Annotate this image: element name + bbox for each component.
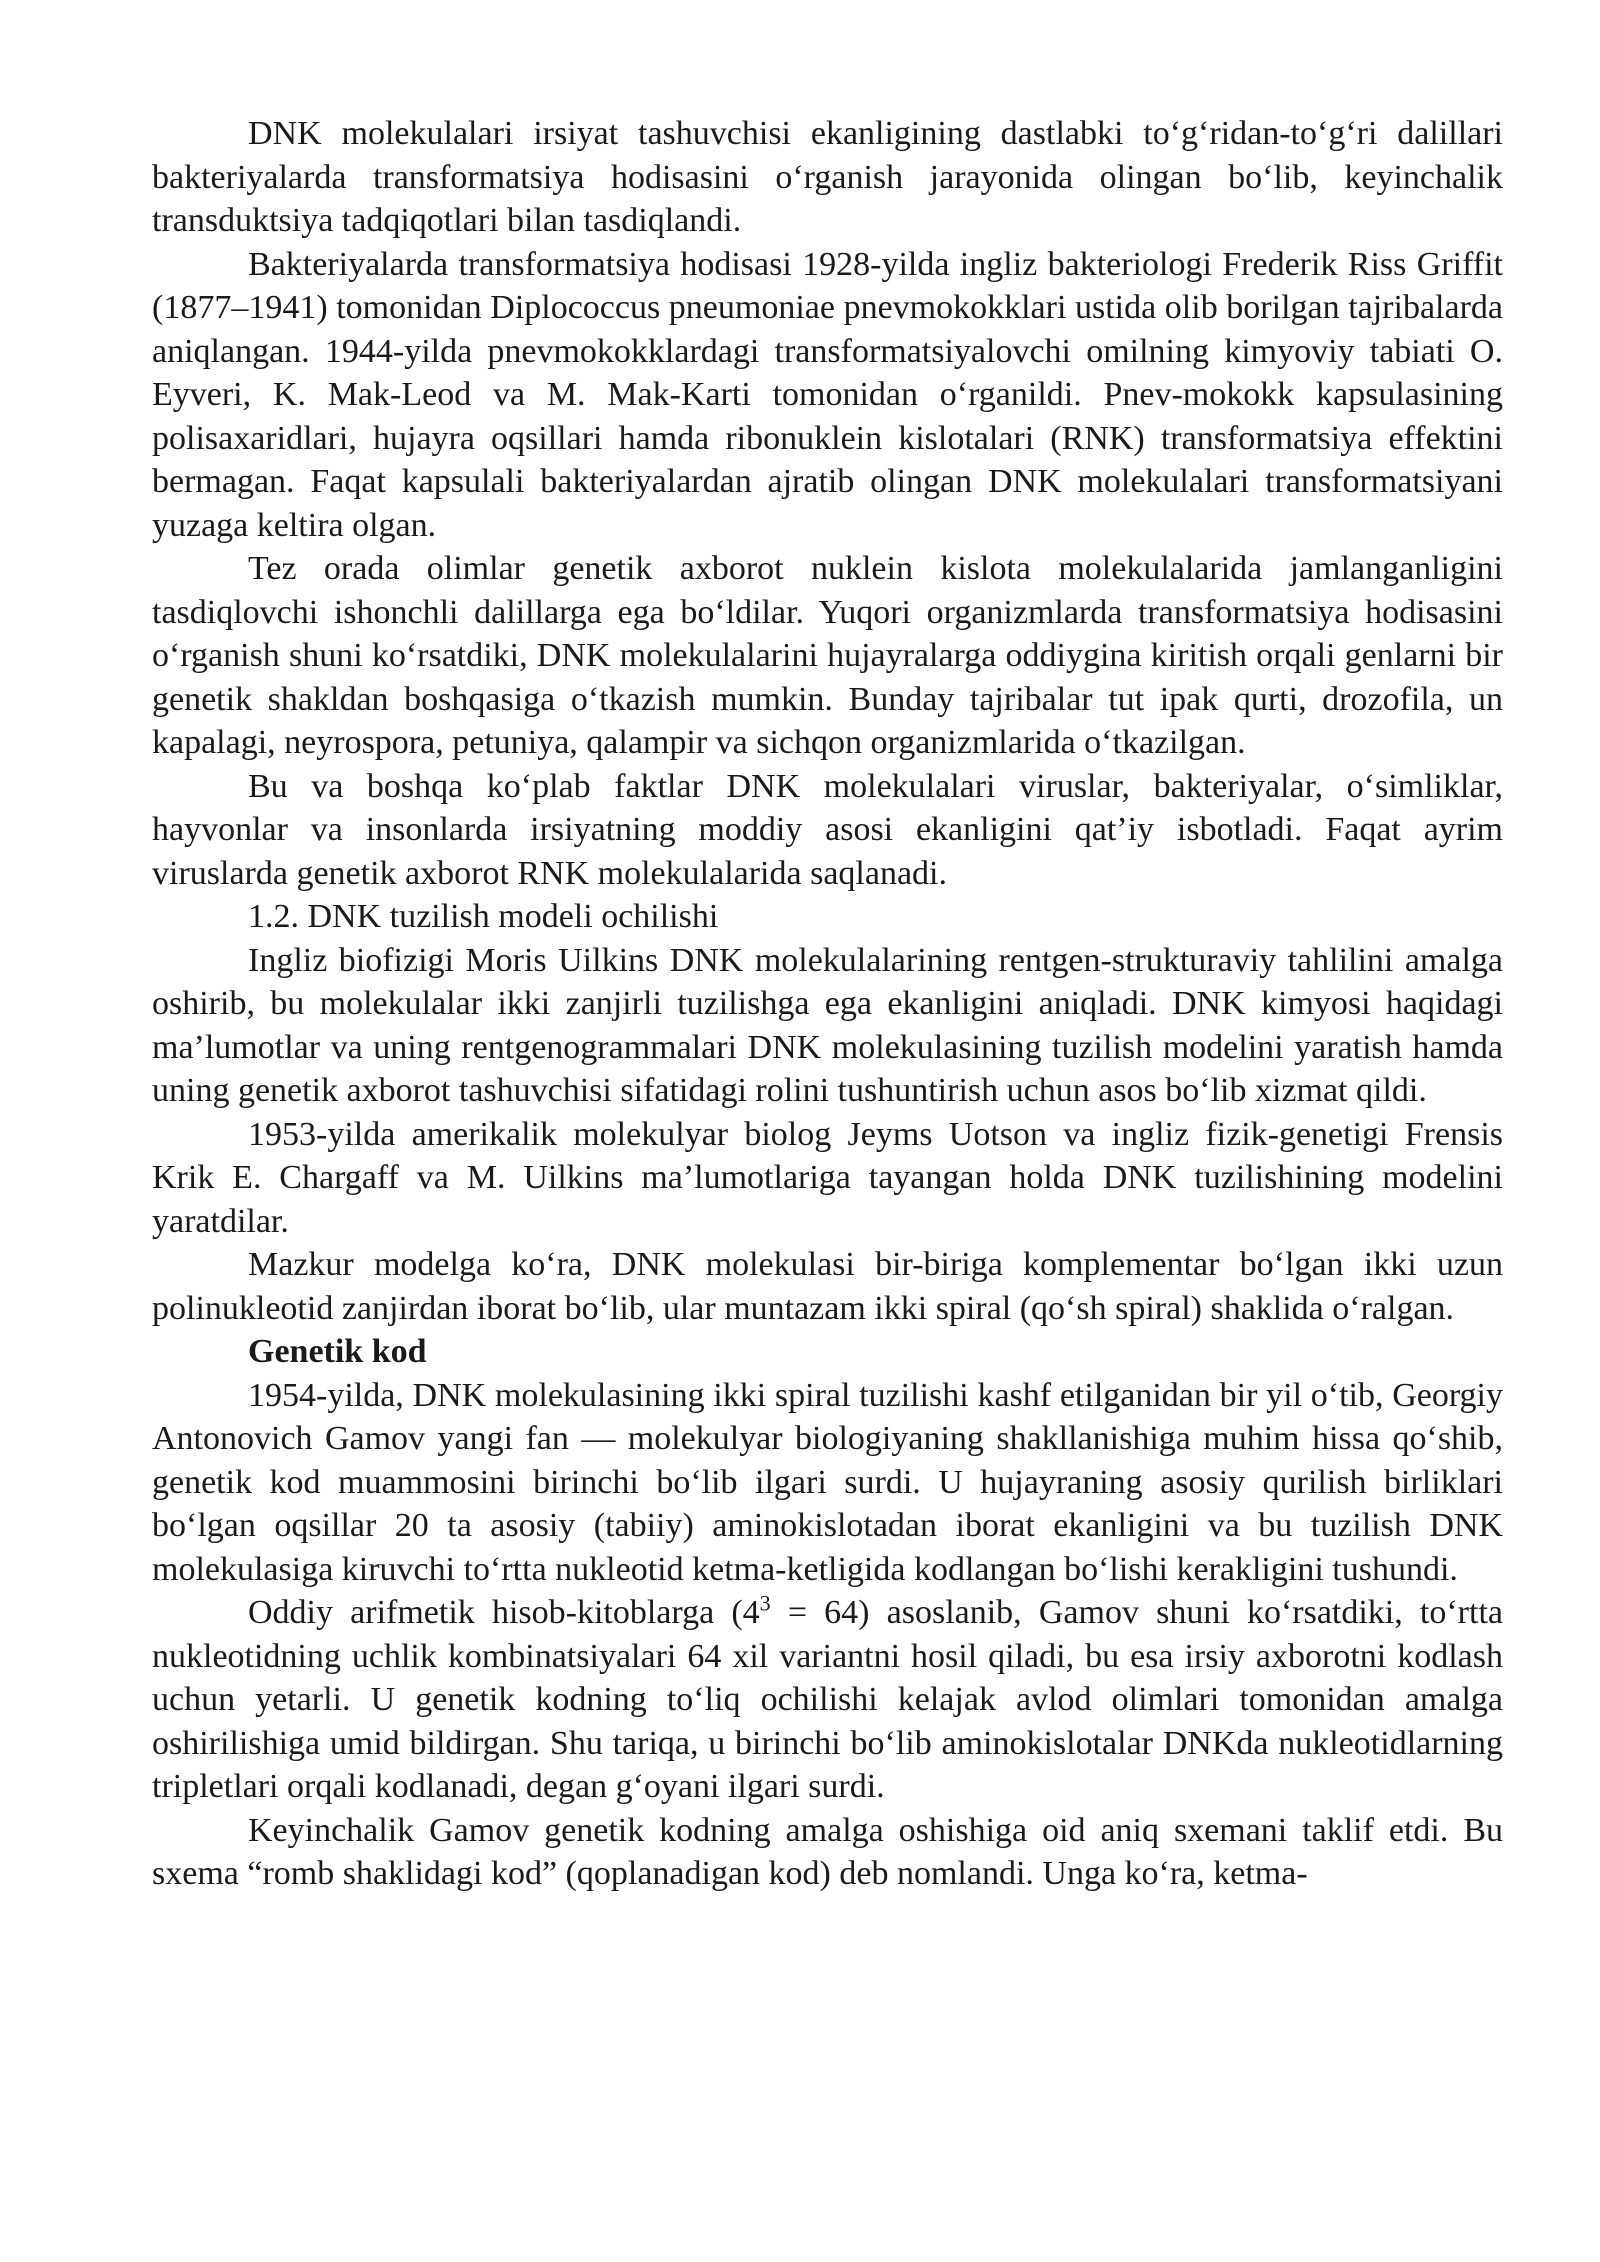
paragraph: Ingliz biofizigi Moris Uilkins DNK molekulalarining rentgen-strukturaviy tahlilini amalga oshirib, bu molekulalar ikki zanjirli tuzilishga ega ekanligini aniqladi. DNK kimyosi haqidagi ma’lumotlar va uning rentgenogrammalari DNK molekulasining tuzilish modelini yaratish hamda uning genetik axborot tashuvchisi sifatidagi rolini tushuntirish uchun asos bo‘lib xizmat qildi. [152,941,1503,1109]
formula-text-after: = 64) asoslanib, Gamov shuni ko‘rsatdiki, to‘rtta nukleotidning uchlik kombinatsiyalari 64 xil variantni hosil qiladi, bu esa irsiy axborotni kodlash uchun yetarli. U genetik kodning to‘liq ochilishi kelajak avlod olimlari tomonidan amalga oshirilishiga umid bildirgan. Shu tariqa, u birinchi bo‘lib aminokislotalar DNKda nukleotidlarning tripletlari orqali kodlanadi, degan g‘oyani ilgari surdi. [152,1594,1503,1805]
document-page [152,112,1503,1896]
section-heading: 1.2. DNK tuzilish modeli ochilishi [248,898,719,935]
paragraph: Bu va boshqa ko‘plab faktlar DNK molekulalari viruslar, bakteriyalar, o‘simliklar, hayvonlar va insonlarda irsiyatning moddiy asosi ekanligini qat’iy isbotladi. Faqat ayrim viruslarda genetik axborot RNK molekulalarida saqlanadi. [152,767,1503,892]
formula-paragraph [152,1591,1503,1809]
paragraph-last: Keyinchalik Gamov genetik kodning amalga oshishiga oid aniq sxemani taklif etdi. Bu sxema “romb shaklidagi kod” (qoplanadigan kod) deb nomlandi. Unga ko‘ra, ketma- [152,1811,1503,1892]
paragraph: 1954-yilda, DNK molekulasining ikki spiral tuzilishi kashf etilganidan bir yil o‘tib, Georgiy Antonovich Gamov yangi fan — molekulyar biologiyaning shakllanishiga muhim hissa qo‘shib, genetik kod muammosini birinchi bo‘lib ilgari surdi. U hujayraning asosiy qurilish birliklari bo‘lgan oqsillar 20 ta asosiy (tabiiy) aminokislotadan iborat ekanligini va bu tuzilish DNK molekulasiga kiruvchi to‘rtta nukleotid ketma-ketligida kodlangan bo‘lishi kerakligini tushundi. [152,1376,1503,1588]
formula-exponent: 3 [759,1590,771,1616]
genetic-code-heading: Genetik kod [248,1333,427,1370]
paragraph: Tez orada olimlar genetik axborot nuklein kislota molekulalarida jamlanganligini tasdiqlovchi ishonchli dalillarga ega bo‘ldilar. Yuqori organizmlarda transformatsiya hodisasini o‘rganish shuni ko‘rsatdiki, DNK molekulalarini hujayralarga oddiygina kiritish orqali genlarni bir genetik shakldan boshqasiga o‘tkazish mumkin. Bunday tajribalar tut ipak qurti, drozofila, un kapalagi, neyrospora, petuniya, qalampir va sichqon organizmlarida o‘tkazilgan. [152,550,1503,761]
paragraph: Mazkur modelga ko‘ra, DNK molekulasi bir-biriga komplementar bo‘lgan ikki uzun polinukleotid zanjirdan iborat bo‘lib, ular muntazam ikki spiral (qo‘sh spiral) shaklida o‘ralgan. [152,1246,1503,1327]
formula-text-before: Oddiy arifmetik hisob-kitoblarga (4 [248,1594,760,1631]
paragraph: Bakteriyalarda transformatsiya hodisasi 1928-yilda ingliz bakteriologi Frederik Riss Griffit (1877–1941) tomonidan Diplococcus pneumoniae pnevmokokklari ustida olib borilgan tajribalarda aniqlangan. 1944-yilda pnevmokokklardagi transformatsiyalovchi omilning kimyoviy tabiati O. Eyveri, K. Mak-Leod va M. Mak-Karti tomonidan o‘rganildi. Pnev-mokokk kapsulasining polisaxaridlari, hujayra oqsillari hamda ribonuklein kislotalari (RNK) transformatsiya effektini bermagan. Faqat kapsulali bakteriyalardan ajratib olingan DNK molekulalari transformatsiyani yuzaga keltira olgan. [152,245,1503,544]
paragraph: DNK molekulalari irsiyat tashuvchisi ekanligining dastlabki to‘g‘ridan-to‘g‘ri dalillari bakteriyalarda transformatsiya hodisasini o‘rganish jarayonida olingan bo‘lib, keyinchalik transduktsiya tadqiqotlari bilan tasdiqlandi. [152,115,1503,239]
paragraph: 1953-yilda amerikalik molekulyar biolog Jeyms Uotson va ingliz fizik-genetigi Frensis Krik E. Chargaff va M. Uilkins ma’lumotlariga tayangan holda DNK tuzilishining modelini yaratdilar. [152,1115,1503,1240]
